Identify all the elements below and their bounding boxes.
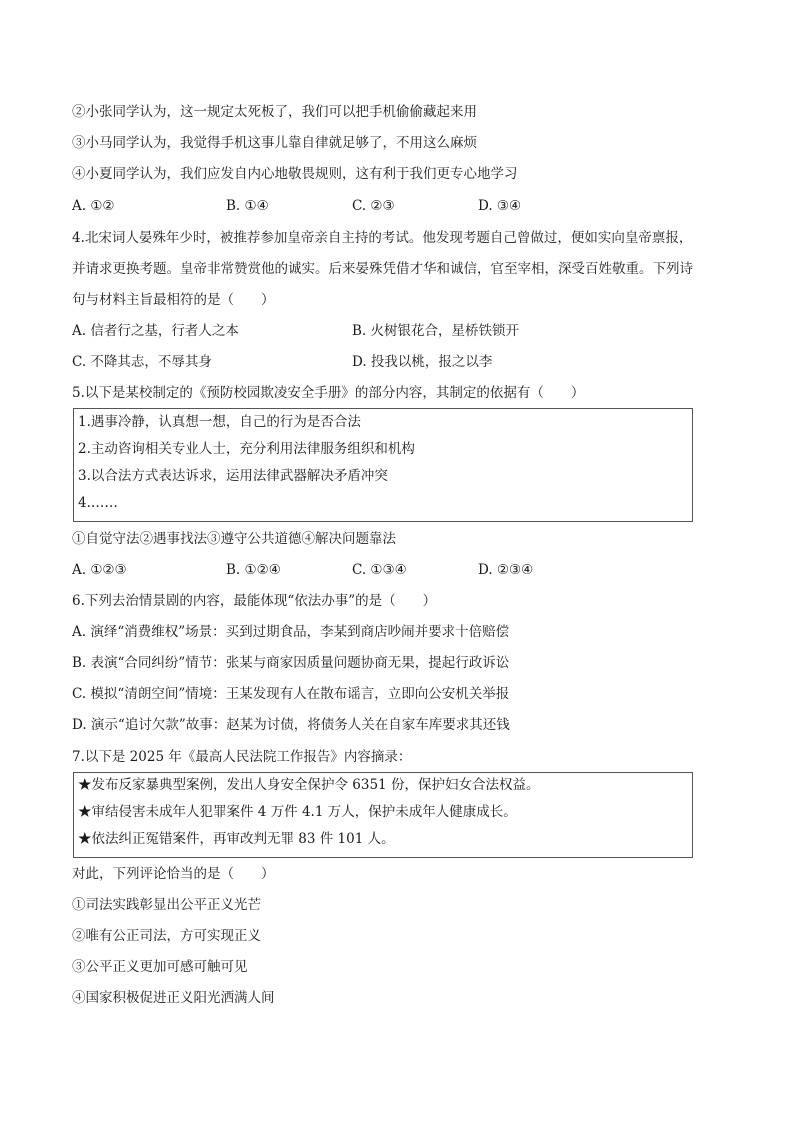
q7-item-2: ②唯有公正司法，方可实现正义 xyxy=(72,928,261,944)
q7-item-4: ④国家积极促进正义阳光洒满人间 xyxy=(72,990,275,1006)
q5-box-line-2: 2.主动咨询相关专业人士，充分利用法律服务组织和机构 xyxy=(78,441,415,457)
q4-option-c: C. 不降其志，不辱其身 xyxy=(72,354,212,370)
q6-option-a: A. 演绎“消费维权”场景：买到过期食品，李某到商店吵闹并要求十倍赔偿 xyxy=(72,624,510,640)
q5-excerpt-box xyxy=(73,408,693,522)
q7-excerpt-box xyxy=(73,772,693,858)
q3-option-b: B. ①④ xyxy=(226,198,269,214)
statement-4: ④小夏同学认为，我们应发自内心地敬畏规则，这有利于我们更专心地学习 xyxy=(72,166,518,182)
q7-item-1: ①司法实践彰显出公平正义光芒 xyxy=(72,897,261,913)
q4-option-b: B. 火树银花合，星桥铁锁开 xyxy=(352,323,520,339)
statement-3: ③小马同学认为，我觉得手机这事儿靠自律就足够了，不用这么麻烦 xyxy=(72,135,477,151)
q7-ask: 对此，下列评论恰当的是（ ） xyxy=(72,866,275,882)
q5-option-c: C. ①③④ xyxy=(352,562,407,578)
q5-option-b: B. ①②④ xyxy=(226,562,281,578)
q4-stem-line-1: 4.北宋词人晏殊年少时，被推荐参加皇帝亲自主持的考试。他发现考题自己曾做过，便如实向皇帝禀报， xyxy=(72,230,693,246)
q6-stem: 6.下列去治情景剧的内容，最能体现“依法办事”的是（ ） xyxy=(72,593,437,609)
q6-option-c: C. 模拟“清朗空间”情境：王某发现有人在散布谣言，立即向公安机关举报 xyxy=(72,686,510,702)
q4-option-a: A. 信者行之基，行者人之本 xyxy=(72,323,239,339)
q5-option-a: A. ①②③ xyxy=(72,562,127,578)
statement-2: ②小张同学认为，这一规定太死板了，我们可以把手机偷偷藏起来用 xyxy=(72,104,477,120)
q4-option-d: D. 投我以桃，报之以李 xyxy=(352,354,493,370)
q4-stem-line-2: 并请求更换考题。皇帝非常赞赏他的诚实。后来晏殊凭借才华和诚信，官至宰相，深受百姓敬重。下列诗 xyxy=(72,261,693,277)
q5-choices: ①自觉守法②遇事找法③遵守公共道德④解决问题靠法 xyxy=(72,531,396,547)
q7-box-line-2: ★审结侵害未成年人犯罪案件 4 万件 4.1 万人，保护未成年人健康成长。 xyxy=(78,804,517,820)
q5-option-d: D. ②③④ xyxy=(478,562,534,578)
q5-box-line-3: 3.以合法方式表达诉求，运用法律武器解决矛盾冲突 xyxy=(78,468,388,484)
q5-stem: 5.以下是某校制定的《预防校园欺凌安全手册》的部分内容，其制定的依据有（ ） xyxy=(72,385,585,401)
q6-option-d: D. 演示“追讨欠款”故事：赵某为讨债，将债务人关在自家车库要求其还钱 xyxy=(72,717,510,733)
q5-box-line-4: 4.…… xyxy=(78,495,118,511)
q7-stem: 7.以下是 2025 年《最高人民法院工作报告》内容摘录： xyxy=(72,749,412,765)
q3-option-a: A. ①② xyxy=(72,198,115,214)
q4-stem-line-3: 句与材料主旨最相符的是（ ） xyxy=(72,292,275,308)
q3-option-d: D. ③④ xyxy=(478,198,522,214)
q6-option-b: B. 表演“合同纠纷”情节：张某与商家因质量问题协商无果，提起行政诉讼 xyxy=(72,655,510,671)
q7-box-line-1: ★发布反家暴典型案例，发出人身安全保护令 6351 份，保护妇女合法权益。 xyxy=(78,777,540,793)
q7-item-3: ③公平正义更加可感可触可见 xyxy=(72,959,248,975)
q5-box-line-1: 1.遇事冷静，认真想一想，自己的行为是否合法 xyxy=(78,414,361,430)
q3-option-c: C. ②③ xyxy=(352,198,395,214)
q7-box-line-3: ★依法纠正冤错案件，再审改判无罪 83 件 101 人。 xyxy=(78,831,395,847)
